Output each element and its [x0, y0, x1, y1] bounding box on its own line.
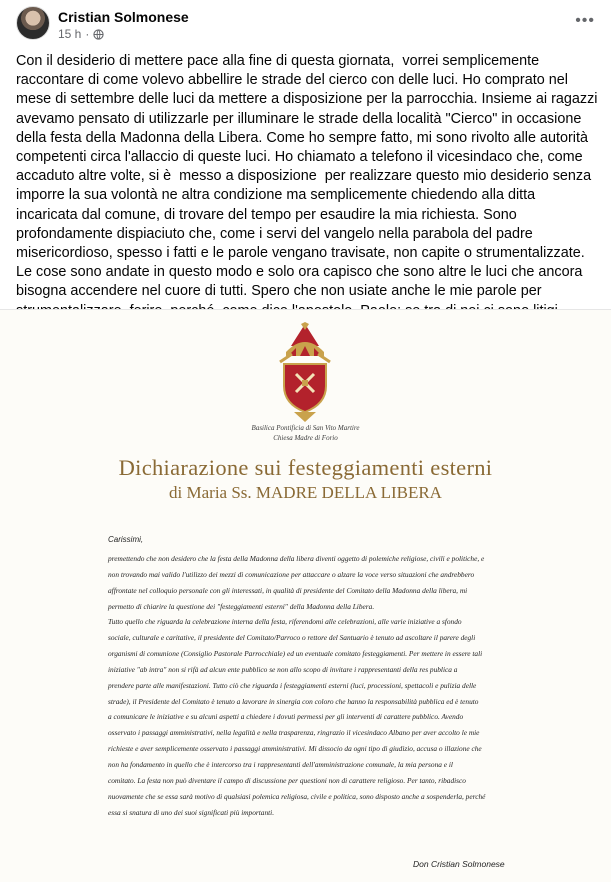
document-line: a comunicare le iniziative e su alcuni aspetti a chiedere i dovuti permessi per gli interventi di carattere pubblico. Avendo: [108, 712, 464, 722]
document-line: comitato. La festa non può diventare il campo di discussione per questioni non di carattere religioso. Per tanto, ribadisco: [108, 775, 466, 785]
document-line: osservato i passaggi amministrativi, nella legalità e nella trasparenza, ringrazio il vicesindaco Albano per aver accolto le mie: [108, 728, 480, 738]
author-name[interactable]: Cristian Solmonese: [58, 9, 189, 25]
basilica-name: Basilica Pontificia di San Vito Martire: [251, 424, 360, 432]
document-subtitle: di Maria Ss. MADRE DELLA LIBERA: [169, 483, 442, 502]
post-text: Con il desiderio di mettere pace alla fine di questa giornata, vorrei semplicemente raccontare di come volevo abbellire le strade del cierco con delle luci. Ho comprato nel mese di settembre delle luci da mettere a disposizione per la parrocchia. Insieme ai ragazzi avevamo pensato di utilizzarle per illuminare le strade della località "Cierco" in occasione della festa della Madonna della Libera. Come ho sempre fatto, mi sono rivolto alle autorità competenti circa l'allaccio di queste luci. Ho chiamato a telefono il vicesindaco che, come accaduto altre volte, si è messo a disposizione per realizzare questo mio desiderio senza imporre la sua volontà ne altra condizione ma semplicemente chiedendo alla ditta incaricata dal comune, di trovare del tempo per esaudire la mia richiesta. Sono profondamente dispiaciuto che, come i servi del vangelo nella parabola del padre misericordioso, spesso i fatti e le parole vengano travisate, non capite o strumentalizzate. Le cose sono andate in questo modo e solo ora capisco che sono altre le luci che ancora bisogna accendere nel cuore di tutti. Spero che non usiate anche le mie parole per: [16, 53, 598, 300]
document-line: strade), il Presidente del Comitato è tenuto a lavorare in sinergia con coloro che hanno la responsabilità pubblica ed è tenuto: [108, 696, 479, 706]
document-greeting: Carissimi,: [108, 535, 144, 544]
document-signature: Don Cristian Solmonese: [413, 859, 505, 869]
document-line: permetto di chiarire la questione dei "festeggiamenti esterni" della Madonna della Libera.: [108, 601, 375, 611]
globe-icon: [93, 29, 104, 40]
document-line: prendere parte alle manifestazioni. Tutto ciò che riguarda i festeggiamenti esterni (luci, processioni, spettacoli e pulizia delle: [108, 680, 477, 690]
document-line: sociale, culturale e caritative, il presidente del Comitato/Parroco o rettore del Santuario è tenuto ad ascoltare il parere degli: [108, 633, 476, 643]
document-line: essa si snatura di uno dei suoi significati più importanti.: [108, 807, 275, 817]
post-image[interactable]: [0, 309, 611, 882]
document-line: richieste e aver semplicemente osservato i passaggi amministrativi. Mi dissocio da ogni tipo di giudizio, accusa o illazione che: [108, 744, 482, 754]
document-title: Dichiarazione sui festeggiamenti esterni: [118, 455, 493, 480]
document-line: nuovamente che se essa sarà motivo di qualsiasi polemica religiosa, civile e politica, sono disposto anche a sospenderla, perché: [108, 791, 486, 801]
avatar[interactable]: [16, 6, 50, 40]
document-line: organismi di comunione (Consiglio Pastorale Parrocchiale) ed un eventuale comitato festeggiamenti. Per mettere in essere tali: [108, 649, 483, 659]
post-time[interactable]: 15 h: [58, 27, 82, 41]
papal-basilica-crest-icon: [270, 322, 340, 426]
meta-separator: ·: [85, 27, 90, 41]
document-line: non trovando mai valido l'utilizzo dei mezzi di comunicazione per attaccare o alzare la voce verso situazioni che andrebbero: [108, 569, 475, 579]
more-options-icon[interactable]: •••: [575, 12, 595, 29]
document-body: [108, 551, 520, 820]
document-line: Tutto quello che riguarda la celebrazione interna della festa, riferendomi alle celebrazioni, alle varie iniziative a sfondo: [108, 617, 462, 627]
document-line: premettendo che non desidero che la festa della Madonna della libera diventi oggetto di polemiche religiose, civili e politiche, e: [108, 554, 485, 563]
church-name: Chiesa Madre di Forio: [273, 434, 338, 442]
document-line: iniziative "ab intra" non si rifà ad alcun ente pubblico se non allo scopo di invitare i rappresentanti della res publica a: [108, 664, 458, 674]
post-header: [0, 0, 611, 44]
document-line: non ha fondamento in quello che è intercorso tra i rappresentanti dell'amministrazione comunale, la mia persona e il: [108, 759, 453, 769]
post-meta: [58, 27, 104, 41]
document-line: affrontate nel colloquio personale con gli interessati, in qualità di presidente del Comitato della Madonna della libera, mi: [108, 585, 468, 595]
